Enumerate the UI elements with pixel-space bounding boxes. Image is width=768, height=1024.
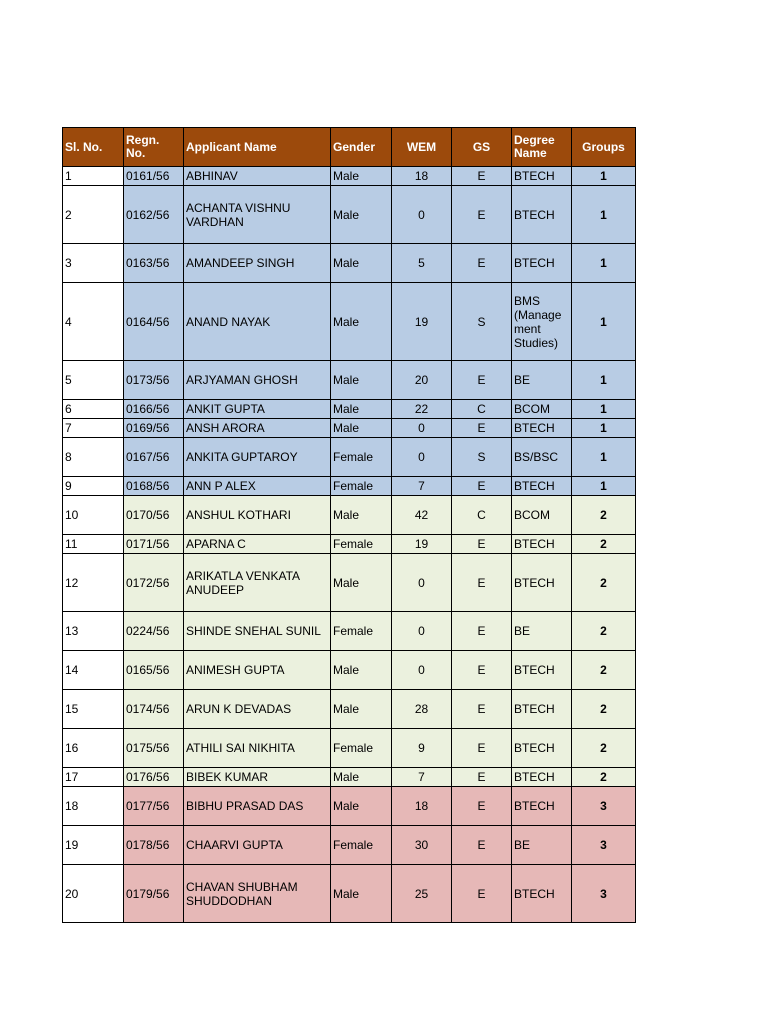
table-row — [63, 419, 636, 438]
cell-sl-no: 14 — [63, 651, 124, 690]
cell-sl-no: 19 — [63, 826, 124, 865]
cell-wem: 18 — [392, 787, 452, 826]
cell-degree-name: BTECH — [512, 651, 572, 690]
cell-degree-name: BTECH — [512, 768, 572, 787]
cell-gender: Male — [331, 865, 392, 923]
table-row — [63, 167, 636, 186]
cell-applicant-name: ANSH ARORA — [184, 419, 331, 438]
cell-applicant-name: ATHILI SAI NIKHITA — [184, 729, 331, 768]
cell-regn-no: 0178/56 — [124, 826, 184, 865]
cell-wem: 5 — [392, 244, 452, 283]
cell-wem: 0 — [392, 612, 452, 651]
table-row — [63, 729, 636, 768]
cell-wem: 7 — [392, 768, 452, 787]
cell-sl-no: 11 — [63, 535, 124, 554]
cell-gs: E — [452, 865, 512, 923]
cell-applicant-name: BIBHU PRASAD DAS — [184, 787, 331, 826]
cell-group: 3 — [572, 826, 636, 865]
cell-regn-no: 0161/56 — [124, 167, 184, 186]
cell-wem: 0 — [392, 438, 452, 477]
header-degree-name: Degree Name — [512, 128, 572, 167]
cell-group: 1 — [572, 361, 636, 400]
table-row — [63, 787, 636, 826]
cell-group: 1 — [572, 167, 636, 186]
table-row — [63, 768, 636, 787]
cell-gender: Male — [331, 400, 392, 419]
cell-regn-no: 0167/56 — [124, 438, 184, 477]
cell-gender: Male — [331, 244, 392, 283]
cell-gender: Male — [331, 283, 392, 361]
cell-regn-no: 0169/56 — [124, 419, 184, 438]
cell-gender: Female — [331, 535, 392, 554]
cell-group: 2 — [572, 651, 636, 690]
cell-degree-name: BE — [512, 826, 572, 865]
cell-sl-no: 9 — [63, 477, 124, 496]
cell-wem: 0 — [392, 186, 452, 244]
table-row — [63, 690, 636, 729]
table-row — [63, 186, 636, 244]
cell-degree-name: BTECH — [512, 729, 572, 768]
cell-sl-no: 5 — [63, 361, 124, 400]
cell-sl-no: 8 — [63, 438, 124, 477]
cell-group: 1 — [572, 477, 636, 496]
cell-sl-no: 10 — [63, 496, 124, 535]
cell-gs: E — [452, 651, 512, 690]
cell-group: 1 — [572, 186, 636, 244]
cell-group: 1 — [572, 283, 636, 361]
cell-regn-no: 0176/56 — [124, 768, 184, 787]
cell-applicant-name: ANKIT GUPTA — [184, 400, 331, 419]
cell-group: 2 — [572, 729, 636, 768]
cell-degree-name: BTECH — [512, 167, 572, 186]
cell-gs: C — [452, 496, 512, 535]
cell-degree-name: BE — [512, 612, 572, 651]
table-row — [63, 361, 636, 400]
cell-degree-name: BMS (Manage ment Studies) — [512, 283, 572, 361]
cell-regn-no: 0175/56 — [124, 729, 184, 768]
cell-applicant-name: BIBEK KUMAR — [184, 768, 331, 787]
cell-applicant-name: APARNA C — [184, 535, 331, 554]
cell-degree-name: BTECH — [512, 554, 572, 612]
table-row — [63, 535, 636, 554]
table-row — [63, 400, 636, 419]
cell-wem: 18 — [392, 167, 452, 186]
cell-gender: Male — [331, 186, 392, 244]
cell-group: 3 — [572, 865, 636, 923]
table-row — [63, 554, 636, 612]
cell-applicant-name: ANIMESH GUPTA — [184, 651, 331, 690]
cell-gender: Male — [331, 768, 392, 787]
cell-group: 2 — [572, 690, 636, 729]
cell-regn-no: 0164/56 — [124, 283, 184, 361]
cell-wem: 28 — [392, 690, 452, 729]
cell-gs: E — [452, 361, 512, 400]
cell-applicant-name: ACHANTA VISHNU VARDHAN — [184, 186, 331, 244]
cell-wem: 25 — [392, 865, 452, 923]
applicant-table — [62, 127, 636, 923]
cell-group: 1 — [572, 400, 636, 419]
cell-gender: Male — [331, 690, 392, 729]
cell-applicant-name: ARIKATLA VENKATA ANUDEEP — [184, 554, 331, 612]
cell-sl-no: 6 — [63, 400, 124, 419]
cell-degree-name: BTECH — [512, 535, 572, 554]
cell-group: 2 — [572, 496, 636, 535]
cell-gs: E — [452, 477, 512, 496]
cell-gender: Male — [331, 167, 392, 186]
cell-applicant-name: CHAARVI GUPTA — [184, 826, 331, 865]
cell-regn-no: 0162/56 — [124, 186, 184, 244]
cell-sl-no: 1 — [63, 167, 124, 186]
cell-sl-no: 12 — [63, 554, 124, 612]
table-row — [63, 438, 636, 477]
cell-regn-no: 0174/56 — [124, 690, 184, 729]
header-gender: Gender — [331, 128, 392, 167]
cell-regn-no: 0171/56 — [124, 535, 184, 554]
cell-degree-name: BTECH — [512, 419, 572, 438]
cell-regn-no: 0170/56 — [124, 496, 184, 535]
header-wem: WEM — [392, 128, 452, 167]
cell-regn-no: 0163/56 — [124, 244, 184, 283]
cell-group: 1 — [572, 419, 636, 438]
cell-gender: Female — [331, 438, 392, 477]
cell-wem: 20 — [392, 361, 452, 400]
cell-applicant-name: ARUN K DEVADAS — [184, 690, 331, 729]
cell-sl-no: 18 — [63, 787, 124, 826]
header-gs: GS — [452, 128, 512, 167]
cell-gender: Female — [331, 477, 392, 496]
cell-regn-no: 0165/56 — [124, 651, 184, 690]
cell-group: 1 — [572, 244, 636, 283]
table-row — [63, 612, 636, 651]
cell-applicant-name: ANN P ALEX — [184, 477, 331, 496]
header-groups: Groups — [572, 128, 636, 167]
table-body — [63, 167, 636, 923]
cell-gender: Male — [331, 361, 392, 400]
table-row — [63, 826, 636, 865]
cell-wem: 42 — [392, 496, 452, 535]
cell-degree-name: BCOM — [512, 496, 572, 535]
cell-sl-no: 7 — [63, 419, 124, 438]
header-applicant-name: Applicant Name — [184, 128, 331, 167]
cell-gs: E — [452, 826, 512, 865]
cell-wem: 0 — [392, 419, 452, 438]
cell-degree-name: BTECH — [512, 690, 572, 729]
cell-applicant-name: ANKITA GUPTAROY — [184, 438, 331, 477]
cell-degree-name: BS/BSC — [512, 438, 572, 477]
cell-degree-name: BTECH — [512, 186, 572, 244]
cell-group: 2 — [572, 554, 636, 612]
cell-wem: 30 — [392, 826, 452, 865]
cell-group: 2 — [572, 612, 636, 651]
cell-gs: E — [452, 244, 512, 283]
cell-wem: 19 — [392, 535, 452, 554]
cell-gs: S — [452, 438, 512, 477]
cell-group: 1 — [572, 438, 636, 477]
table-row — [63, 244, 636, 283]
table-row — [63, 477, 636, 496]
cell-gs: E — [452, 729, 512, 768]
cell-gender: Male — [331, 554, 392, 612]
cell-sl-no: 4 — [63, 283, 124, 361]
cell-regn-no: 0168/56 — [124, 477, 184, 496]
cell-regn-no: 0166/56 — [124, 400, 184, 419]
cell-gender: Male — [331, 496, 392, 535]
cell-gs: E — [452, 535, 512, 554]
cell-degree-name: BTECH — [512, 865, 572, 923]
cell-gs: C — [452, 400, 512, 419]
cell-gs: E — [452, 186, 512, 244]
cell-gs: E — [452, 419, 512, 438]
table-row — [63, 283, 636, 361]
cell-applicant-name: ANSHUL KOTHARI — [184, 496, 331, 535]
cell-degree-name: BTECH — [512, 787, 572, 826]
cell-applicant-name: AMANDEEP SINGH — [184, 244, 331, 283]
cell-gs: S — [452, 283, 512, 361]
cell-gs: E — [452, 690, 512, 729]
table-row — [63, 651, 636, 690]
cell-gender: Male — [331, 419, 392, 438]
cell-degree-name: BE — [512, 361, 572, 400]
cell-regn-no: 0172/56 — [124, 554, 184, 612]
cell-gs: E — [452, 612, 512, 651]
cell-degree-name: BCOM — [512, 400, 572, 419]
cell-degree-name: BTECH — [512, 244, 572, 283]
table-row — [63, 496, 636, 535]
cell-applicant-name: ARJYAMAN GHOSH — [184, 361, 331, 400]
cell-sl-no: 17 — [63, 768, 124, 787]
cell-gender: Male — [331, 651, 392, 690]
cell-applicant-name: ABHINAV — [184, 167, 331, 186]
cell-group: 2 — [572, 535, 636, 554]
cell-applicant-name: SHINDE SNEHAL SUNIL — [184, 612, 331, 651]
cell-wem: 19 — [392, 283, 452, 361]
cell-regn-no: 0177/56 — [124, 787, 184, 826]
cell-group: 2 — [572, 768, 636, 787]
cell-wem: 0 — [392, 554, 452, 612]
cell-sl-no: 13 — [63, 612, 124, 651]
cell-applicant-name: CHAVAN SHUBHAM SHUDDODHAN — [184, 865, 331, 923]
cell-regn-no: 0179/56 — [124, 865, 184, 923]
cell-gs: E — [452, 768, 512, 787]
cell-wem: 22 — [392, 400, 452, 419]
cell-gs: E — [452, 787, 512, 826]
cell-gender: Female — [331, 826, 392, 865]
cell-wem: 0 — [392, 651, 452, 690]
header-regn-no: Regn. No. — [124, 128, 184, 167]
cell-wem: 7 — [392, 477, 452, 496]
cell-gender: Male — [331, 787, 392, 826]
cell-gender: Female — [331, 729, 392, 768]
cell-sl-no: 2 — [63, 186, 124, 244]
cell-sl-no: 15 — [63, 690, 124, 729]
cell-sl-no: 16 — [63, 729, 124, 768]
cell-gs: E — [452, 554, 512, 612]
cell-applicant-name: ANAND NAYAK — [184, 283, 331, 361]
cell-wem: 9 — [392, 729, 452, 768]
cell-sl-no: 20 — [63, 865, 124, 923]
cell-sl-no: 3 — [63, 244, 124, 283]
table-row — [63, 865, 636, 923]
cell-regn-no: 0224/56 — [124, 612, 184, 651]
header-row — [63, 128, 636, 167]
header-sl-no: Sl. No. — [63, 128, 124, 167]
cell-regn-no: 0173/56 — [124, 361, 184, 400]
cell-gs: E — [452, 167, 512, 186]
cell-group: 3 — [572, 787, 636, 826]
cell-gender: Female — [331, 612, 392, 651]
cell-degree-name: BTECH — [512, 477, 572, 496]
